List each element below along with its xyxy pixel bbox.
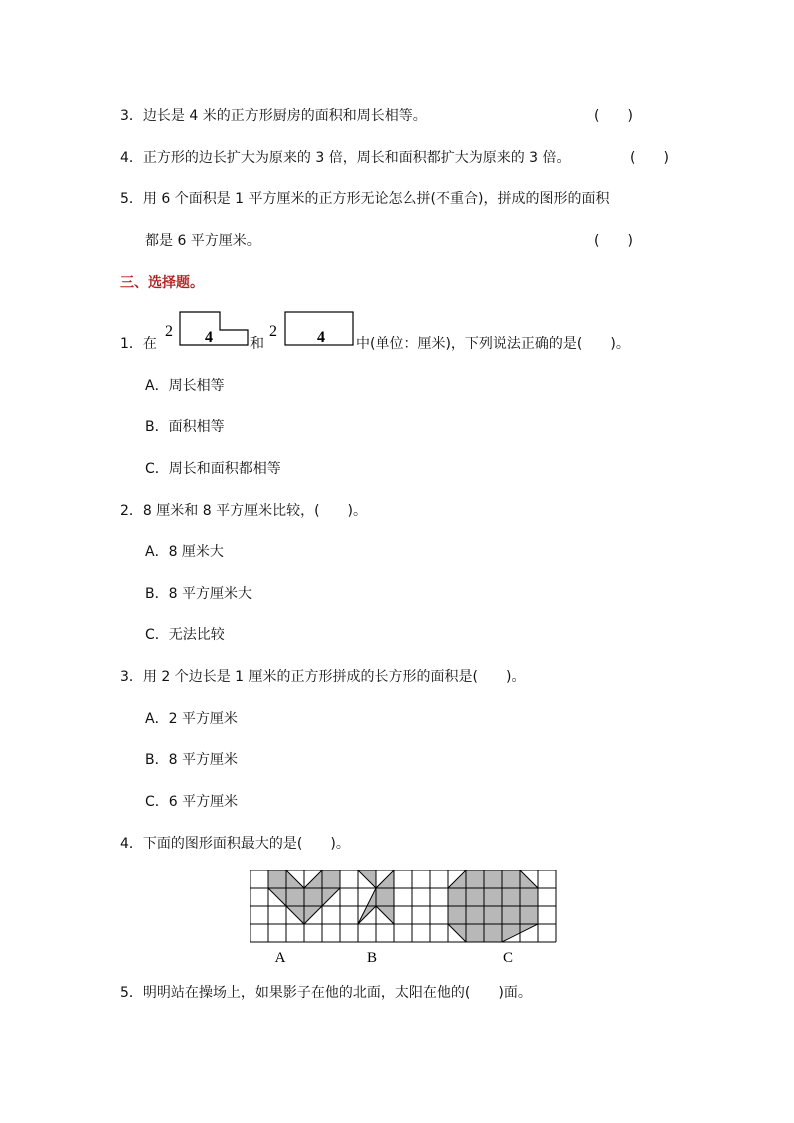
shape-l-figure — [162, 308, 250, 348]
choice-q3-option-c[interactable]: C．6 平方厘米 — [145, 794, 239, 810]
shape2-side-label: 2 — [269, 323, 277, 340]
label-b: B — [366, 950, 378, 966]
judge-q5-line2: 都是 6 平方厘米。 — [145, 233, 261, 249]
choice-q1-option-b[interactable]: B．面积相等 — [145, 419, 225, 435]
choice-q3-option-b[interactable]: B．8 平方厘米 — [145, 752, 238, 768]
section-title: 三、选择题。 — [120, 275, 204, 291]
shape-rect-figure — [268, 308, 356, 348]
judge-q5-line1: 5．用 6 个面积是 1 平方厘米的正方形无论怎么拼(不重合)，拼成的图形的面积 — [120, 191, 610, 207]
choice-q2-stem: 2．8 厘米和 8 平方厘米比较，( )。 — [120, 503, 367, 519]
shape1-outline — [180, 312, 248, 345]
judge-q3-answer-paren[interactable]: ( ) — [594, 108, 633, 124]
choice-q2-option-b[interactable]: B．8 平方厘米大 — [145, 586, 252, 602]
label-c: C — [502, 950, 514, 966]
judge-q3-text: 3．边长是 4 米的正方形厨房的面积和周长相等。 — [120, 108, 427, 124]
judge-q4-text: 4．正方形的边长扩大为原来的 3 倍，周长和面积都扩大为原来的 3 倍。 — [120, 150, 571, 166]
choice-q2-option-c[interactable]: C．无法比较 — [145, 627, 225, 643]
shape1-top-label: 4 — [205, 329, 213, 346]
shape1-side-label: 2 — [165, 323, 173, 340]
judge-q4-answer-paren[interactable]: ( ) — [630, 150, 669, 166]
choice-q1-suffix: 中(单位：厘米)，下列说法正确的是( )。 — [356, 336, 630, 352]
grid-figure — [250, 870, 562, 966]
choice-q3-option-a[interactable]: A．2 平方厘米 — [145, 711, 238, 727]
choice-q1-option-a[interactable]: A．周长相等 — [145, 378, 225, 394]
shape2-top-label: 4 — [317, 329, 325, 346]
judge-q5-answer-paren[interactable]: ( ) — [594, 233, 633, 249]
label-a: A — [274, 950, 286, 966]
choice-q4-stem: 4．下面的图形面积最大的是( )。 — [120, 836, 350, 852]
choice-q1-prefix: 1．在 — [120, 336, 157, 352]
choice-q2-option-a[interactable]: A．8 厘米大 — [145, 544, 224, 560]
choice-q1-option-c[interactable]: C．周长和面积都相等 — [145, 461, 281, 477]
choice-q1-mid: 和 — [250, 336, 264, 352]
choice-q5-stem: 5．明明站在操场上，如果影子在他的北面，太阳在他的( )面。 — [120, 985, 532, 1001]
choice-q3-stem: 3．用 2 个边长是 1 厘米的正方形拼成的长方形的面积是( )。 — [120, 669, 526, 685]
